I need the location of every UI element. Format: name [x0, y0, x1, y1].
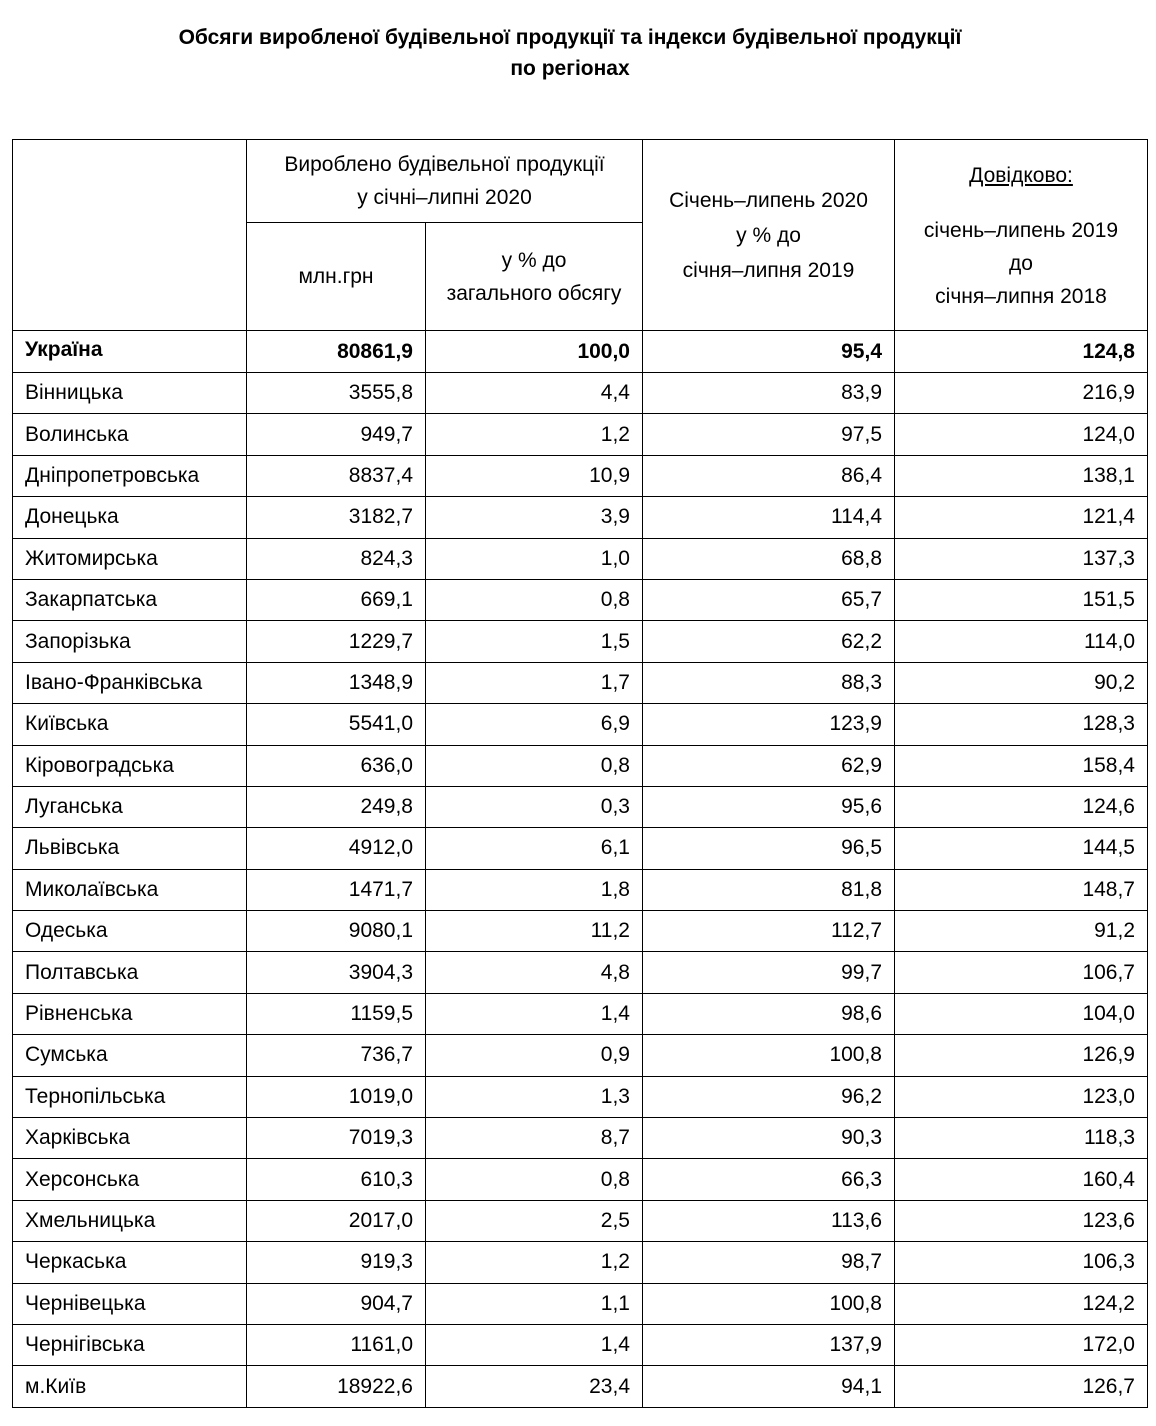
table-row: [13, 1324, 1148, 1365]
percent-value: 6,9: [426, 704, 643, 745]
index-2020-value: 114,4: [643, 497, 895, 538]
percent-header-line-1: у % до: [501, 248, 567, 272]
mln-grn-value: 1159,5: [247, 993, 426, 1034]
region-name: Вінницька: [13, 373, 247, 414]
index-2019-value: 123,6: [895, 1200, 1148, 1241]
table-row: [13, 1200, 1148, 1241]
region-name: Житомирська: [13, 538, 247, 579]
table-row: [13, 993, 1148, 1034]
table-row: [13, 455, 1148, 496]
table-row: [13, 497, 1148, 538]
table-row: [13, 538, 1148, 579]
region-name: Івано-Франківська: [13, 662, 247, 703]
table-row: [13, 1118, 1148, 1159]
region-name: Хмельницька: [13, 1200, 247, 1241]
index-2019-value: 123,0: [895, 1076, 1148, 1117]
mln-grn-value: 2017,0: [247, 1200, 426, 1241]
produced-header-line-1: Вироблено будівельної продукції: [284, 153, 605, 176]
mln-grn-value: 1348,9: [247, 662, 426, 703]
percent-value: 0,8: [426, 1159, 643, 1200]
index-2019-value: 128,3: [895, 704, 1148, 745]
mln-grn-value: 824,3: [247, 538, 426, 579]
index-2019-value: 90,2: [895, 662, 1148, 703]
index-2020-column-header: [643, 140, 895, 331]
mln-grn-value: 3555,8: [247, 373, 426, 414]
reference-header-line-1: січень–липень 2019: [923, 218, 1119, 242]
region-name: Київська: [13, 704, 247, 745]
index-2019-value: 172,0: [895, 1324, 1148, 1365]
mln-grn-value: 736,7: [247, 1035, 426, 1076]
table-row: [13, 1366, 1148, 1407]
index-2020-value: 98,7: [643, 1242, 895, 1283]
index-2020-header-line-2: у % до: [736, 223, 801, 247]
table-row: [13, 828, 1148, 869]
region-name: Львівська: [13, 828, 247, 869]
index-2020-value: 95,4: [643, 331, 895, 373]
percent-value: 10,9: [426, 455, 643, 496]
mln-grn-value: 3904,3: [247, 952, 426, 993]
table-row: [13, 869, 1148, 910]
percent-value: 0,8: [426, 745, 643, 786]
region-name: Волинська: [13, 414, 247, 455]
percent-value: 3,9: [426, 497, 643, 538]
region-name: Полтавська: [13, 952, 247, 993]
index-2020-value: 100,8: [643, 1283, 895, 1324]
index-2019-value: 114,0: [895, 621, 1148, 662]
region-name: Чернігівська: [13, 1324, 247, 1365]
produced-column-header: [247, 140, 643, 223]
index-2020-value: 65,7: [643, 579, 895, 620]
index-2019-value: 137,3: [895, 538, 1148, 579]
region-name: Рівненська: [13, 993, 247, 1034]
region-name: м.Київ: [13, 1366, 247, 1407]
region-column-header: [13, 140, 247, 331]
index-2020-value: 99,7: [643, 952, 895, 993]
index-2020-value: 62,9: [643, 745, 895, 786]
mln-grn-value: 904,7: [247, 1283, 426, 1324]
percent-value: 11,2: [426, 911, 643, 952]
table-row: [13, 373, 1148, 414]
index-2020-header-line-3: січня–липня 2019: [682, 258, 855, 282]
mln-grn-value: 4912,0: [247, 828, 426, 869]
mln-grn-value: 9080,1: [247, 911, 426, 952]
region-name: Сумська: [13, 1035, 247, 1076]
percent-value: 0,9: [426, 1035, 643, 1076]
index-2019-value: 216,9: [895, 373, 1148, 414]
index-2020-value: 83,9: [643, 373, 895, 414]
index-2019-value: 124,0: [895, 414, 1148, 455]
region-name: Запорізька: [13, 621, 247, 662]
percent-value: 0,3: [426, 786, 643, 827]
index-2019-value: 126,7: [895, 1366, 1148, 1407]
table-row: [13, 621, 1148, 662]
page-title: [0, 22, 1140, 84]
region-name: Чернівецька: [13, 1283, 247, 1324]
table-row: [13, 414, 1148, 455]
percent-value: 2,5: [426, 1200, 643, 1241]
index-2020-value: 123,9: [643, 704, 895, 745]
index-2020-value: 112,7: [643, 911, 895, 952]
index-2020-value: 68,8: [643, 538, 895, 579]
mln-grn-value: 636,0: [247, 745, 426, 786]
mln-grn-value: 949,7: [247, 414, 426, 455]
index-2020-value: 90,3: [643, 1118, 895, 1159]
index-2019-value: 144,5: [895, 828, 1148, 869]
percent-value: 100,0: [426, 331, 643, 373]
percent-value: 1,2: [426, 1242, 643, 1283]
index-2019-value: 118,3: [895, 1118, 1148, 1159]
total-row: [13, 331, 1148, 373]
table-row: [13, 662, 1148, 703]
index-2019-value: 106,7: [895, 952, 1148, 993]
percent-value: 1,3: [426, 1076, 643, 1117]
table-row: [13, 1283, 1148, 1324]
percent-value: 1,7: [426, 662, 643, 703]
percent-value: 1,4: [426, 993, 643, 1034]
mln-grn-value: 919,3: [247, 1242, 426, 1283]
mln-grn-value: 80861,9: [247, 331, 426, 373]
region-name: Донецька: [13, 497, 247, 538]
index-2019-value: 124,6: [895, 786, 1148, 827]
index-2019-value: 151,5: [895, 579, 1148, 620]
mln-grn-column-header: млн.грн: [247, 223, 426, 331]
regions-table: [12, 139, 1148, 1408]
mln-grn-value: 249,8: [247, 786, 426, 827]
index-2020-value: 98,6: [643, 993, 895, 1034]
index-2019-value: 126,9: [895, 1035, 1148, 1076]
reference-column-header: [895, 140, 1148, 331]
index-2020-value: 81,8: [643, 869, 895, 910]
region-name: Кіровоградська: [13, 745, 247, 786]
region-name: Дніпропетровська: [13, 455, 247, 496]
percent-value: 0,8: [426, 579, 643, 620]
region-name: Україна: [13, 331, 247, 373]
index-2020-value: 66,3: [643, 1159, 895, 1200]
index-2019-value: 91,2: [895, 911, 1148, 952]
region-name: Закарпатська: [13, 579, 247, 620]
index-2019-value: 104,0: [895, 993, 1148, 1034]
table-row: [13, 786, 1148, 827]
mln-grn-value: 1019,0: [247, 1076, 426, 1117]
index-2019-value: 124,8: [895, 331, 1148, 373]
index-2019-value: 160,4: [895, 1159, 1148, 1200]
percent-value: 23,4: [426, 1366, 643, 1407]
table-row: [13, 952, 1148, 993]
table-row: [13, 1159, 1148, 1200]
table-header: [13, 140, 1148, 331]
index-2020-value: 94,1: [643, 1366, 895, 1407]
region-name: Черкаська: [13, 1242, 247, 1283]
index-2019-value: 124,2: [895, 1283, 1148, 1324]
table-row: [13, 704, 1148, 745]
region-name: Харківська: [13, 1118, 247, 1159]
index-2020-value: 137,9: [643, 1324, 895, 1365]
index-2019-value: 158,4: [895, 745, 1148, 786]
index-2019-value: 121,4: [895, 497, 1148, 538]
index-2019-value: 106,3: [895, 1242, 1148, 1283]
index-2020-value: 100,8: [643, 1035, 895, 1076]
mln-grn-value: 5541,0: [247, 704, 426, 745]
percent-value: 1,2: [426, 414, 643, 455]
index-2019-value: 148,7: [895, 869, 1148, 910]
percent-column-header: [426, 223, 643, 331]
mln-grn-value: 610,3: [247, 1159, 426, 1200]
mln-grn-value: 669,1: [247, 579, 426, 620]
index-2020-value: 88,3: [643, 662, 895, 703]
region-name: Херсонська: [13, 1159, 247, 1200]
region-name: Тернопільська: [13, 1076, 247, 1117]
title-line-1: Обсяги виробленої будівельної продукції та індекси будівельної продукції: [178, 26, 962, 49]
mln-grn-value: 3182,7: [247, 497, 426, 538]
percent-value: 1,0: [426, 538, 643, 579]
percent-value: 8,7: [426, 1118, 643, 1159]
table-row: [13, 1035, 1148, 1076]
region-name: Одеська: [13, 911, 247, 952]
region-name: Луганська: [13, 786, 247, 827]
percent-value: 1,4: [426, 1324, 643, 1365]
index-2020-value: 62,2: [643, 621, 895, 662]
table-row: [13, 911, 1148, 952]
index-2019-value: 138,1: [895, 455, 1148, 496]
mln-grn-value: 1471,7: [247, 869, 426, 910]
percent-value: 4,8: [426, 952, 643, 993]
table-row: [13, 1242, 1148, 1283]
index-2020-value: 95,6: [643, 786, 895, 827]
index-2020-value: 96,2: [643, 1076, 895, 1117]
index-2020-value: 113,6: [643, 1200, 895, 1241]
mln-grn-value: 1229,7: [247, 621, 426, 662]
mln-grn-value: 18922,6: [247, 1366, 426, 1407]
table-body: [13, 331, 1148, 1408]
region-name: Миколаївська: [13, 869, 247, 910]
percent-value: 1,5: [426, 621, 643, 662]
index-2020-header-line-1: Січень–липень 2020: [669, 188, 868, 212]
mln-grn-value: 7019,3: [247, 1118, 426, 1159]
percent-value: 6,1: [426, 828, 643, 869]
percent-header-line-2: загального обсягу: [446, 281, 622, 305]
reference-label: Довідково:: [969, 163, 1073, 187]
table-row: [13, 579, 1148, 620]
table-row: [13, 745, 1148, 786]
percent-value: 1,1: [426, 1283, 643, 1324]
percent-value: 1,8: [426, 869, 643, 910]
mln-grn-value: 1161,0: [247, 1324, 426, 1365]
percent-value: 4,4: [426, 373, 643, 414]
index-2020-value: 96,5: [643, 828, 895, 869]
index-2020-value: 86,4: [643, 455, 895, 496]
table-row: [13, 1076, 1148, 1117]
mln-grn-value: 8837,4: [247, 455, 426, 496]
reference-header-line-3: січня–липня 2018: [935, 284, 1107, 308]
index-2020-value: 97,5: [643, 414, 895, 455]
title-line-2: по регіонах: [510, 57, 630, 80]
reference-header-line-2: до: [1009, 251, 1033, 275]
produced-header-line-2: у січні–липні 2020: [357, 186, 532, 209]
